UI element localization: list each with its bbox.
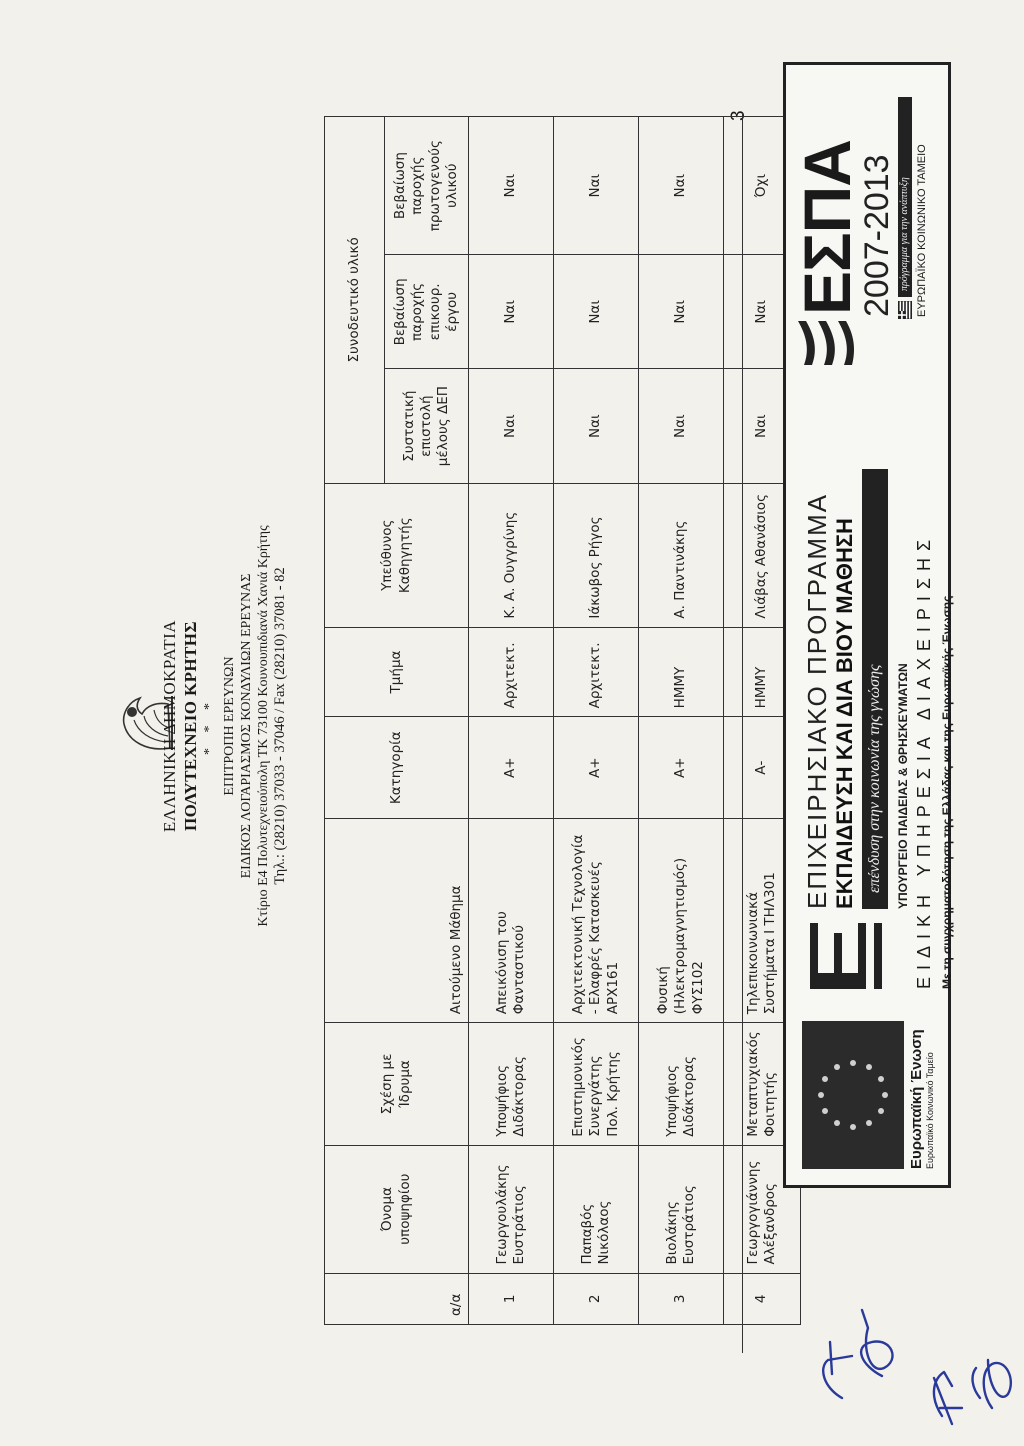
- cell-course: Αρχιτεκτονική Τεχνολογία - Ελαφρές Κατασκευές ΑΡΧ161: [554, 819, 639, 1023]
- cell-recommendation: Ναι: [554, 369, 639, 483]
- cell-category: Α+: [639, 717, 724, 819]
- header-republic: ΕΛΛΗΝΙΚΗ ΔΗΜΟΚΡΑΤΙΑ: [160, 619, 179, 833]
- eu-subtitle: Ευρωπαϊκό Κοινωνικό Ταμείο: [925, 1052, 935, 1169]
- cell-relation: Μεταπτυχιακός Φοιτητής: [724, 1023, 801, 1145]
- header-relation: Σχέση με Ίδρυμα: [325, 1023, 469, 1145]
- cell-assist-certificate: Ναι: [554, 255, 639, 369]
- table-row: [469, 117, 554, 1325]
- header-department: Τμήμα: [325, 627, 469, 717]
- espa-tagline: πρόγραμμα για την ανάπτυξη: [898, 97, 912, 297]
- cell-aa: 1: [469, 1273, 554, 1324]
- header-stars: * * *: [202, 697, 218, 755]
- document-header: [160, 426, 289, 1026]
- cell-material-certificate: Ναι: [469, 117, 554, 255]
- cell-relation: Επιστημονικός Συνεργάτης Πολ. Κρήτης: [554, 1023, 639, 1145]
- cell-category: Α+: [469, 717, 554, 819]
- header-supporting: Συνοδευτικό υλικό: [325, 117, 385, 484]
- header-material-certificate: Βεβαίωση παροχής πρωτογενούς υλικού: [385, 117, 469, 255]
- cofinance-note: Με τη συγχρηματοδότηση της Ελλάδας και της Ευρωπαϊκής Ένωσης: [940, 595, 954, 989]
- cell-supervisor: Κ. Α. Ουγγρίνης: [469, 483, 554, 627]
- cell-assist-certificate: Ναι: [639, 255, 724, 369]
- candidates-table: [324, 116, 801, 1325]
- header-address: Κτίριο Ε4 Πολυτεχνειούπολη ΤΚ 73100 Κουνουπιδιανά Χανιά Κρήτης: [255, 525, 271, 927]
- cell-material-certificate: Όχι: [724, 117, 801, 255]
- cell-course: Απεικόνιση του Φανταστικού: [469, 819, 554, 1023]
- cell-department: ΗΜΜΥ: [639, 627, 724, 717]
- espa-swoosh-icon: [796, 319, 856, 367]
- cell-department: ΗΜΜΥ: [724, 627, 801, 717]
- signature-initials: [812, 1298, 1024, 1438]
- cell-relation: Υποψήφιος Διδάκτορας: [469, 1023, 554, 1145]
- header-assist-certificate: Βεβαίωση παροχής επικουρ. έργου: [385, 255, 469, 369]
- cell-relation: Υποψήφιος Διδάκτορας: [639, 1023, 724, 1145]
- cell-supervisor: Ιάκωβος Ρήγος: [554, 483, 639, 627]
- cell-supervisor: Λιάβας Αθανάσιος: [724, 483, 801, 627]
- espa-years: 2007-2013: [858, 154, 896, 317]
- header-recommendation: Συστατική επιστολή μέλους ΔΕΠ: [385, 369, 469, 483]
- program-title: ΕΠΙΧΕΙΡΗΣΙΑΚΟ ΠΡΟΓΡΑΜΜΑ: [802, 492, 832, 909]
- cell-aa: 2: [554, 1273, 639, 1324]
- ministry-name: ΥΠΟΥΡΓΕΙΟ ΠΑΙΔΕΙΑΣ & ΘΡΗΣΚΕΥΜΑΤΩΝ: [896, 663, 910, 909]
- cell-name: Βιολάκης Ευστράτιος: [639, 1145, 724, 1273]
- program-logo-icon: [804, 917, 890, 993]
- program-name: ΕΚΠΑΙΔΕΥΣΗ ΚΑΙ ΔΙΑ ΒΙΟΥ ΜΑΘΗΣΗ: [832, 518, 857, 909]
- header-course: Αιτούμενο Μάθημα: [325, 819, 469, 1023]
- funding-banner: [783, 62, 954, 1188]
- cell-name: Γεωργογιάννης Αλέξανδρος: [724, 1145, 801, 1273]
- cell-department: Αρχιτεκτ.: [554, 627, 639, 717]
- cell-assist-certificate: Ναι: [724, 255, 801, 369]
- greek-flag-icon: [898, 301, 912, 319]
- cell-name: Παπαβός Νικόλαος: [554, 1145, 639, 1273]
- page-number: 3: [728, 110, 749, 121]
- espa-logo: ΕΣΠΑ: [790, 140, 864, 315]
- eu-label: [908, 1029, 935, 1169]
- eu-title: Ευρωπαϊκή Ένωση: [908, 1029, 925, 1169]
- table-header-row: [325, 117, 385, 1325]
- bottom-rule: [742, 113, 743, 1353]
- header-account: ΕΙΔΙΚΟΣ ΛΟΓΑΡΙΑΣΜΟΣ ΚΟΝΔΥΛΙΩΝ ΕΡΕΥΝΑΣ: [238, 573, 254, 879]
- cell-department: Αρχιτεκτ.: [469, 627, 554, 717]
- managing-service: ΕΙΔΙΚΗ ΥΠΗΡΕΣΙΑ ΔΙΑΧΕΙΡΙΣΗΣ: [914, 532, 934, 989]
- cell-supervisor: Α. Παντινάκης: [639, 483, 724, 627]
- cell-recommendation: Ναι: [724, 369, 801, 483]
- cell-name: Γεωργουλάκης Ευστράτιος: [469, 1145, 554, 1273]
- table-row: [639, 117, 724, 1325]
- header-name: Όνομα υποψηφίου: [325, 1145, 469, 1273]
- cell-aa: 3: [639, 1273, 724, 1324]
- cell-category: Α+: [554, 717, 639, 819]
- cell-course: Φυσική (Ηλεκτρομαγνητισμός) ΦΥΣ102: [639, 819, 724, 1023]
- eu-flag-icon: [802, 1021, 904, 1169]
- program-slogan: επένδυση στην κοινωνία της γνώσης: [862, 469, 888, 909]
- header-university: ΠΟΛΥΤΕΧΝΕΙΟ ΚΡΗΤΗΣ: [180, 621, 200, 831]
- header-supervisor: Υπεύθυνος Καθηγητής: [325, 483, 469, 627]
- cell-aa: 4: [724, 1273, 801, 1324]
- cell-recommendation: Ναι: [639, 369, 724, 483]
- espa-fund: ΕΥΡΩΠΑΪΚΟ ΚΟΙΝΩΝΙΚΟ ΤΑΜΕΙΟ: [916, 144, 928, 317]
- cell-recommendation: Ναι: [469, 369, 554, 483]
- header-category: Κατηγορία: [325, 717, 469, 819]
- cell-assist-certificate: Ναι: [469, 255, 554, 369]
- cell-material-certificate: Ναι: [554, 117, 639, 255]
- cell-category: Α-: [724, 717, 801, 819]
- table-row: [554, 117, 639, 1325]
- header-committee: ΕΠΙΤΡΟΠΗ ΕΡΕΥΝΩΝ: [221, 656, 237, 796]
- header-phone: Τηλ.: (28210) 37033 - 37046 / Fax (28210) 37081 - 82: [271, 567, 288, 885]
- header-aa: α/α: [325, 1273, 469, 1324]
- cell-course: Τηλεπικοινωνιακά Συστήματα Ι ΤΗΛ301: [724, 819, 801, 1023]
- cell-material-certificate: Ναι: [639, 117, 724, 255]
